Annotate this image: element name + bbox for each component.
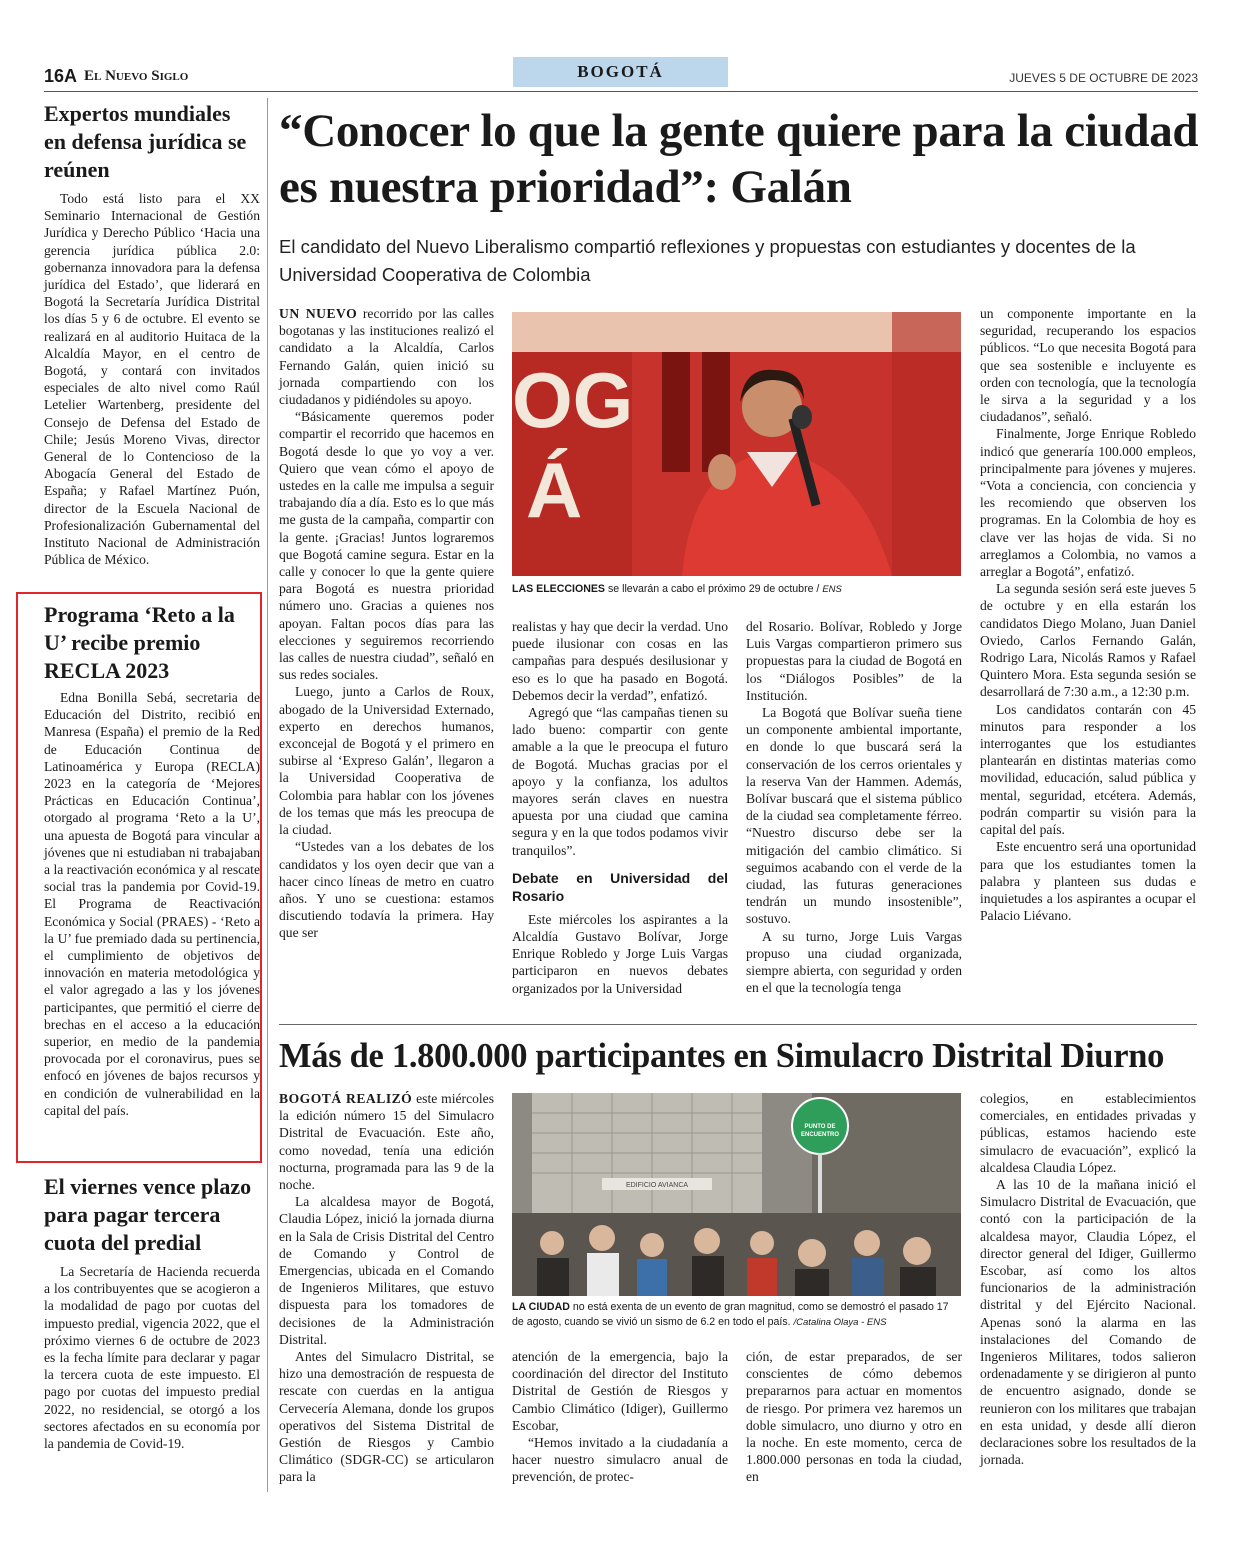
candidate-photo-illustration (512, 312, 961, 576)
story-body: La Secretaría de Hacienda recuerda a los contribuyentes que se acogieron a la modalidad de pago por cuotas del impuesto predial, vigencia 2022, que el próximo viernes 6 de octubre de 2023 es la fecha límite para declarar y pagar la tercera cuota de este impuesto. El pago por cuotas del impuesto predial 2022, no residencial, se otorgó a los sectores afectados en su economía por la pandemia de Covid-19. (44, 1264, 260, 1452)
main-column-4: un componente importante en la seguridad, recuperando los espacios públicos. “Lo que necesita Bogotá para que sea sostenible e incluyente es orden con tecnología, que la tecnología le sirva a la seguridad y a los ciudadanos”, señaló. Finalmente, Jorge Enrique Robledo indicó que generaría 100.000 empleos, principalmente para jóvenes y mujeres. “Vota a conciencia, con conciencia y les recomiendo que observen los programas. En la Colombia de hoy es clave ver las hojas de vida. Si no arreglamos a Colombia, no vamos a arreglar a Bogotá”, enfatizó. La segunda sesión será este jueves 5 de octubre y en ella estarán los candidatos Diego Molano, Juan Daniel Oviedo, Carlos Fernando Galán, Rodrigo Lara, Nicolás Ramos y Rafael Quintero Mora. Esta segunda sesión se desarrollará de 7:30 a.m., a 12:30 p.m. Los candidatos contarán con 45 minutos para responder a los interrogantes que los estudiantes plantearán en distintas materias como movilidad, educación, salud pública y mental, seguridad, etcétera. Además, podrán compartir su visión para la capital del país. Este encuentro será una oportunidad para que los estudiantes tomen la palabra y planteen sus dudas e inquietudes a los aspirantes a ocupar el Palacio Liévano. (980, 306, 1196, 924)
lead-word: BOGOTÁ REALIZÓ (279, 1091, 413, 1106)
lead-word: UN NUEVO (279, 306, 358, 321)
second-headline: Más de 1.800.000 participantes en Simulacro Distrital Diurno (279, 1037, 1165, 1075)
story-headline: Expertos mundiales en defensa jurídica se reúnen (44, 101, 247, 182)
second-photo (512, 1093, 961, 1296)
second-column-2: atención de la emergencia, bajo la coordinación del director del Instituto Distrital de Gestión de Riesgos y Cambio Climático (Idiger), Guillermo Escobar, “Hemos invitado a la ciudadanía a hacer nuestro simulacro anual de prevención, de protec- (512, 1349, 728, 1485)
main-column-1: UN NUEVO recorrido por las calles bogotanas y las instituciones realizó el candidato a la Alcaldía, Carlos Fernando Galán, quien inició su jornada compartiendo con los ciudadanos y pidiéndoles su apoyo. “Básicamente queremos poder compartir el recorrido que hacemos en Bogotá desde lo que yo voy a ver. Quiero que vean cómo el apoyo de ustedes en la calle me impulsa a seguir trabajando día a día. Esto es lo que más me gusta de la campaña, compartir con la gente. ¡Gracias! Juntos lograremos que Bogotá camine segura. Estar en la calle y conocer lo que la gente quiere para Bogotá es nuestra prioridad número uno. Gracias a quienes nos apoyan. Faltan pocos días para las elecciones y seguiremos recorriendo las calles de nuestra ciudad”, señaló en sus redes sociales. Luego, junto a Carlos de Roux, abogado de la Universidad Externado, experto en derechos humanos, exconcejal de Bogotá y el primero en subirse al ‘Expreso Galán’, llegaron a la Universidad Cooperativa de Colombia para hablar con los jóvenes de los temas que más les preocupa de la ciudad. “Ustedes van a los debates de los candidatos y los oyen decir que van a hacer cinco líneas de metro en cuatro años. Y uno se cuestiona: estamos discutiendo todavía la primera. Hay que ser (279, 306, 494, 941)
main-headline: “Conocer lo que la gente quiere para la ciudad es nuestra prioridad”: Galán (279, 105, 1199, 213)
second-photo-caption (512, 1300, 962, 1330)
section-subhead: Debate en Universidad del Rosario (512, 869, 728, 904)
sidebar-story-1 (44, 100, 260, 568)
story-body: Todo está listo para el XX Seminario Internacional de Gestión Jurídica y Derecho Público ‘Hacia una gerencia jurídica pública 2.0: gobernanza innovadora para la defensa jurídica del Estado’, que liderará en Bogotá la Secretaría Jurídica Distrital los días 5 y 6 de octubre. El evento se realizará en al auditorio Huitaca de la Alcaldía Mayor, en el centro de Bogotá, y contará con invitados especiales de alto nivel como Raúl Letelier Wartenberg, presidente del Consejo de Defensa del Estado de Chile; Jesús Moreno Vivas, director General de lo Contencioso de la Abogacía General del Estado de España; y Rafael Martínez Puón, director de la Escuela Nacional de Profesionalización Gubernamental del Instituto Nacional de Administración Pública de México. (44, 191, 260, 568)
section-label (513, 57, 728, 87)
sidebar-story-2 (44, 601, 260, 1119)
photo-credit: /Catalina Olaya - ENS (793, 1317, 887, 1328)
svg-text:Á: Á (526, 446, 583, 534)
main-column-2: realistas y hay que decir la verdad. Uno puede ilusionar con cosas en las campañas para después desilusionar y eso es lo que ha pasado en Bogotá. Debemos decir la verdad”, enfatizó. Agregó que “las campañas tienen su lado bueno: compartir con gente amable a la que le preocupa el futuro de Bogotá. Muchas gracias por el apoyo y la confianza, los adultos mayores serán claves en nuestra apuesta por una ciudad que camina segura y en la que todos podamos vivir tranquilos”. Debate en Universidad del Rosario Este miércoles los aspirantes a la Alcaldía Gustavo Bolívar, Jorge Enrique Robledo y Jorge Luis Vargas participaron en nuevos debates organizados por la Universidad (512, 619, 728, 996)
header-rule (44, 91, 1198, 92)
main-column-3: del Rosario. Bolívar, Robledo y Jorge Luis Vargas compartieron primero sus propuestas para la ciudad de Bogotá en los “Diálogos Posibles” de la Institución. La Bogotá que Bolívar sueña tiene un componente ambiental importante, en donde lo que buscará será la conservación de los cerros orientales y la reserva Van der Hammen. Además, Bolívar buscará que el sistema público de la ciudad sea completamente férreo. “Nuestro discurso debe ser la mitigación del cambio climático. Si seguimos acabando con el verde de la ciudad, las futuras generaciones tendrán un mundo insostenible”, sostuvo. A su turno, Jorge Luis Vargas propuso una ciudad organizada, siempre abierta, con seguridad y orden en el que la tecnología tenga (746, 619, 962, 996)
masthead: El Nuevo Siglo (84, 68, 189, 84)
section-label-text: BOGOTÁ (577, 62, 664, 81)
main-subhead: El candidato del Nuevo Liberalismo compartió reflexiones y propuestas con estudiantes y docentes de la Universidad Cooperativa de Colombia (279, 236, 1136, 285)
second-column-4: colegios, en establecimientos comerciales, en entidades privadas y públicas, estamos haciendo este simulacro de evacuación”, explicó la alcaldesa Claudia López. A las 10 de la mañana inició el Simulacro Distrital de Evacuación, que contó con la participación de la alcaldesa mayor, Claudia López, el director general del Idiger, Guillermo Escobar, así como los altos funcionarios de la administración distrital y del Ejército Nacional. Apenas sonó la alarma en las instalaciones del Comando de Ingenieros Militares, todos salieron ordenadamente y se dirigieron al punto de encuentro asignado, donde se reunieron con los militares que trabajan en esta unidad, y desde allí dieron declaraciones sobre los resultados de la jornada. (980, 1091, 1196, 1468)
sign-line-1: PUNTO DE (804, 1124, 836, 1130)
caption-text: no está exenta de un evento de gran magnitud, como se demostró el pasado 17 de agosto, cuando se vivió un sismo de 6.2 en todo el país. (512, 1301, 949, 1328)
sign-line-2: ENCUENTRO (800, 1132, 840, 1138)
building-sign: EDIFICIO AVIANCA (625, 1182, 689, 1189)
caption-lead: LAS ELECCIONES (512, 583, 606, 595)
photo-credit: ENS (822, 584, 842, 595)
story-headline: El viernes vence plazo para pagar tercera cuota del predial (44, 1174, 252, 1255)
crowd-photo-illustration (512, 1093, 961, 1296)
story-body: Edna Bonilla Sebá, secretaria de Educación del Distrito, recibió en Manresa (España) el premio de la Red de Educación Continua de Latinoamérica y Europa (RECLA) 2023 en la categoría de ‘Mejores Prácticas en Educación Continua’, otorgado al programa ‘Reto a la U’, una apuesta de Bogotá para vincular a jóvenes que ni estudiaban ni trabajaban a la reactivación económica y al rescate social tras la pandemia por Covid-19. El Programa de Reactivación Económica y Social (PRAES) - ‘Reto a la U’ fue premiado dada su pertinencia, el cumplimiento de objetivos de innovación en materia metodológica y el valor agregado a las y los jóvenes participantes, que permitió el cierre de brechas en el acceso a la educación superior, en medio de la pandemia provocada por el coronavirus, pues se enfocó en jóvenes de bajos recursos y en condición de vulnerabilidad en la capital del país. (44, 690, 260, 1118)
page-number: 16A (44, 66, 78, 86)
svg-text:OG: OG (512, 356, 634, 444)
column-divider (267, 98, 268, 1492)
second-column-1: BOGOTÁ REALIZÓ este miércoles la edición número 15 del Simulacro Distrital de Evacuación. Este año, como novedad, tenía una edición nocturna, programada para las 9 de la noche. La alcaldesa mayor de Bogotá, Claudia López, inició la jornada diurna en la Sala de Crisis Distrital del Centro de Comando y Control de Emergencias, ubicada en el Comando de Ingenieros Militares, que estuvo dispuesta para los tomadores de decisiones de la Administración Distrital. Antes del Simulacro Distrital, se hizo una demostración de respuesta de rescate con cuerdas en la antigua Cervecería Alemana, donde los grupos operativos del Sistema Distrital de Gestión de Riesgos y Cambio Climático (SDGR-CC) se articularon para la (279, 1091, 494, 1485)
sidebar-story-3 (44, 1173, 260, 1452)
page-header (44, 62, 1198, 92)
main-photo-caption (512, 582, 961, 597)
caption-text: se llevarán a cabo el próximo 29 de octubre / (607, 583, 820, 595)
main-photo (512, 312, 961, 576)
second-column-3: ción, de estar preparados, de ser conscientes de cómo debemos prepararnos para actuar en momentos de riesgo. Por primera vez haremos un doble simulacro, uno diurno y otro en la noche. En este momento, cerca de 1.800.000 personas en toda la ciudad, en (746, 1349, 962, 1485)
story-divider (279, 1024, 1197, 1025)
caption-lead: LA CIUDAD (512, 1301, 570, 1313)
story-headline: Programa ‘Reto a la U’ recibe premio RECLA 2023 (44, 602, 235, 683)
issue-date: JUEVES 5 DE OCTUBRE DE 2023 (1009, 71, 1198, 85)
